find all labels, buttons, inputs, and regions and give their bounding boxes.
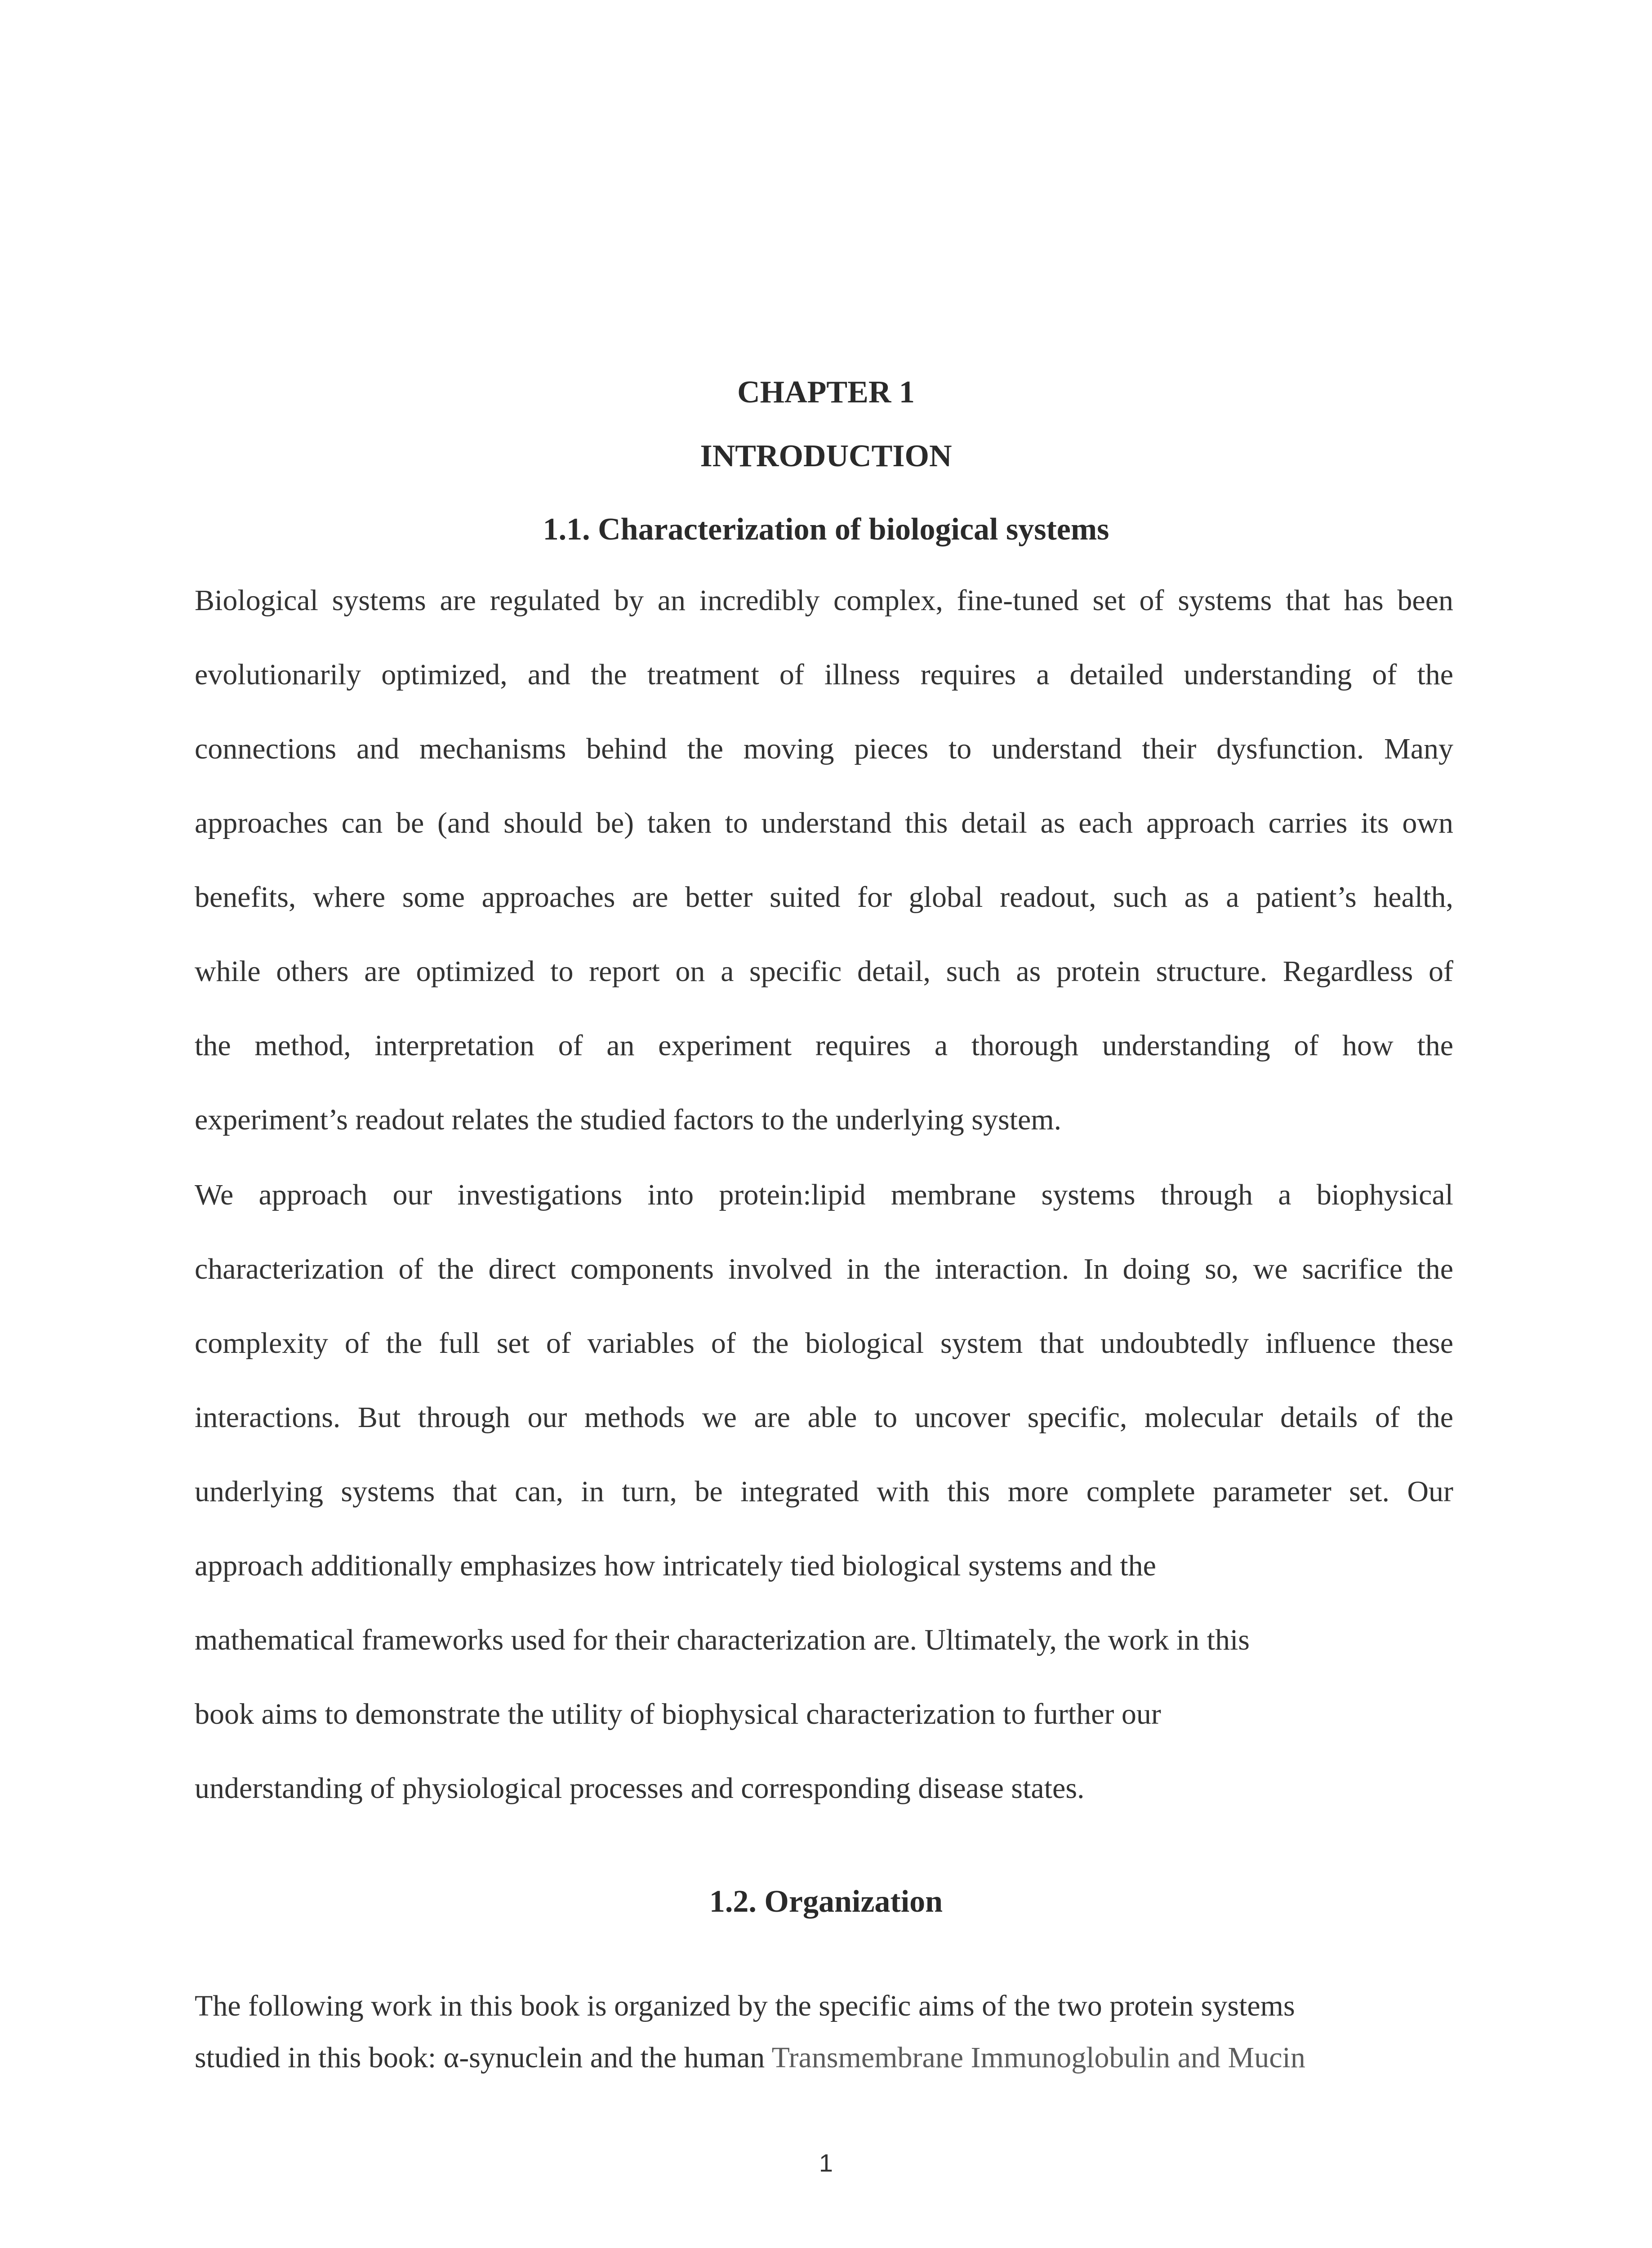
text-line: underlying systems that can, in turn, be integrated with this more complete parameter set. Our	[195, 1475, 1453, 1508]
text-line: experiment’s readout relates the studied factors to the underlying system.	[195, 1103, 1062, 1136]
text-line: book aims to demonstrate the utility of biophysical characterization to further our	[195, 1698, 1161, 1731]
text-line: the method, interpretation of an experiment requires a thorough understanding of how the	[195, 1029, 1453, 1062]
text-line: interactions. But through our methods we are able to uncover specific, molecular details of the	[195, 1401, 1453, 1434]
text-line: evolutionarily optimized, and the treatment of illness requires a detailed understanding of the	[195, 658, 1453, 691]
section-2-paragraph	[195, 1980, 1453, 2083]
text-line: approaches can be (and should be) taken to understand this detail as each approach carries its own	[195, 807, 1453, 839]
page-number: 1	[819, 2149, 833, 2177]
text-line	[195, 2032, 1453, 2083]
section-1-paragraph-2	[195, 1158, 1453, 1825]
chapter-title: INTRODUCTION	[700, 439, 952, 473]
text-line: The following work in this book is organized by the specific aims of the two protein systems	[195, 1989, 1295, 2022]
text-line: We approach our investigations into protein:lipid membrane systems through a biophysical	[195, 1178, 1453, 1211]
section-1-heading: 1.1. Characterization of biological systems	[543, 512, 1109, 547]
text-line: understanding of physiological processes and corresponding disease states.	[195, 1772, 1085, 1805]
text-line: characterization of the direct components involved in the interaction. In doing so, we sacrifice the	[195, 1253, 1453, 1285]
chapter-number-heading: CHAPTER 1	[737, 375, 915, 410]
text-line: complexity of the full set of variables of the biological system that undoubtedly influence these	[195, 1327, 1453, 1360]
text-line: approach additionally emphasizes how intricately tied biological systems and the	[195, 1549, 1156, 1582]
text-segment: studied in this book: α-synuclein and the human	[195, 2041, 772, 2074]
text-line: benefits, where some approaches are better suited for global readout, such as a patient’s health,	[195, 881, 1453, 914]
text-line: Biological systems are regulated by an incredibly complex, fine-tuned set of systems that has been	[195, 584, 1453, 617]
text-line: mathematical frameworks used for their characterization are. Ultimately, the work in this	[195, 1624, 1250, 1656]
section-2-heading: 1.2. Organization	[709, 1884, 943, 1919]
text-line: while others are optimized to report on a specific detail, such as protein structure. Regardless of	[195, 955, 1453, 988]
text-segment-muted: Transmembrane Immunoglobulin and Mucin	[771, 2041, 1305, 2074]
text-line: connections and mechanisms behind the moving pieces to understand their dysfunction. Many	[195, 732, 1453, 765]
section-1-paragraph-1	[195, 563, 1453, 1157]
